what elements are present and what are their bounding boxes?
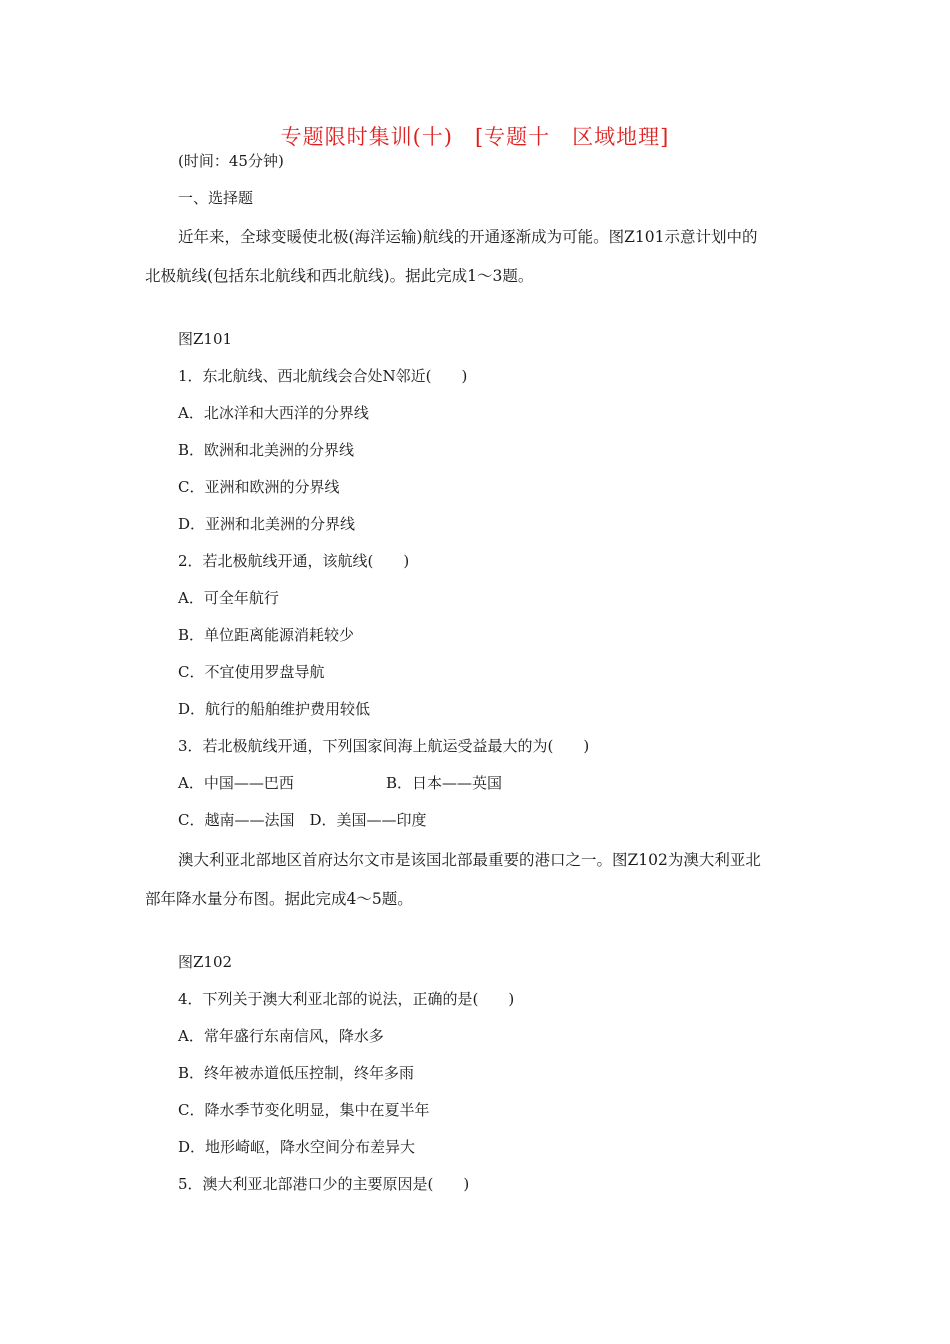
figure2-caption: 图Z102 [178, 953, 233, 971]
q2-option-b: B．单位距离能源消耗较少 [178, 626, 355, 644]
q2-stem: 2．若北极航线开通，该航线( ) [178, 552, 410, 570]
q2-option-d: D．航行的船舶维护费用较低 [178, 700, 371, 718]
q1-option-c: C．亚洲和欧洲的分界线 [178, 478, 340, 496]
passage1-line1: 近年来，全球变暖使北极(海洋运输)航线的开通逐渐成为可能。图Z101示意计划中的 [178, 228, 758, 246]
q1-stem: 1．东北航线、西北航线会合处N邻近( ) [178, 367, 468, 385]
passage2-line2: 部年降水量分布图。据此完成4～5题。 [145, 890, 413, 908]
q4-stem: 4．下列关于澳大利亚北部的说法，正确的是( ) [178, 990, 515, 1008]
q1-option-d: D．亚洲和北美洲的分界线 [178, 515, 356, 533]
page-title: 专题限时集训(十) [专题十 区域地理] [280, 125, 670, 149]
q1-option-b: B．欧洲和北美洲的分界线 [178, 441, 355, 459]
q4-option-b: B．终年被赤道低压控制，终年多雨 [178, 1064, 415, 1082]
q3-option-cd: C．越南——法国 D．美国——印度 [178, 811, 427, 829]
q4-option-c: C．降水季节变化明显，集中在夏半年 [178, 1101, 430, 1119]
q2-option-a: A．可全年航行 [178, 589, 279, 607]
q4-option-d: D．地形崎岖，降水空间分布差异大 [178, 1138, 416, 1156]
section-heading: 一、选择题 [178, 189, 254, 207]
passage2-line1: 澳大利亚北部地区首府达尔文市是该国北部最重要的港口之一。图Z102为澳大利亚北 [178, 851, 761, 869]
passage1-line2: 北极航线(包括东北航线和西北航线)。据此完成1～3题。 [145, 267, 534, 285]
q1-option-a: A．北冰洋和大西洋的分界线 [178, 404, 369, 422]
q2-option-c: C．不宜使用罗盘导航 [178, 663, 325, 681]
q5-stem: 5．澳大利亚北部港口少的主要原因是( ) [178, 1175, 470, 1193]
q3-stem: 3．若北极航线开通，下列国家间海上航运受益最大的为( ) [178, 737, 590, 755]
q4-option-a: A．常年盛行东南信风，降水多 [178, 1027, 384, 1045]
time-note: (时间：45分钟) [178, 152, 284, 170]
q3-option-a: A．中国——巴西 [178, 774, 294, 792]
figure1-caption: 图Z101 [178, 330, 233, 348]
q3-option-b: B．日本——英国 [386, 774, 503, 792]
